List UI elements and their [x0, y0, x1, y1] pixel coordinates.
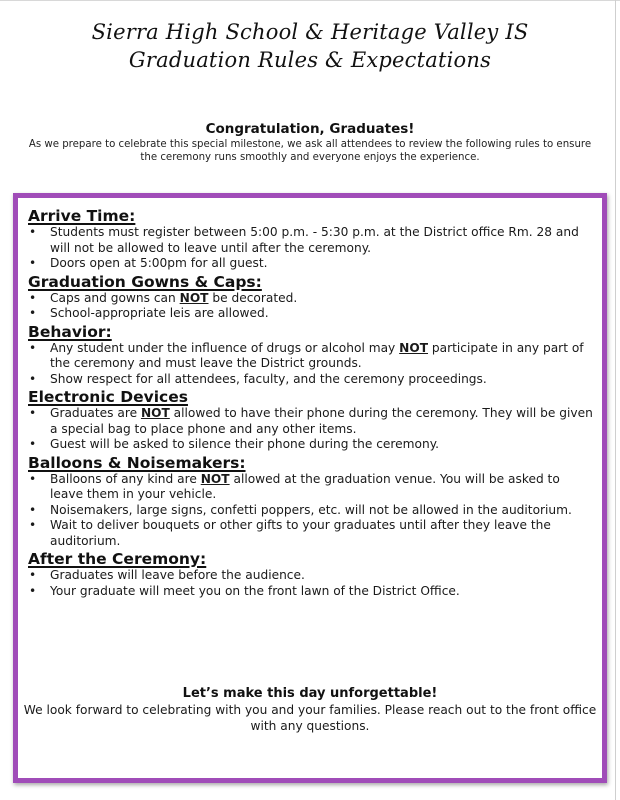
section-heading: Balloons & Noisemakers: — [28, 453, 246, 472]
rule-text: participate in any part of the ceremony and must leave the District grounds. — [50, 340, 584, 370]
rule-text: Guest will be asked to silence their phone during the ceremony. — [50, 437, 440, 451]
rule-text: Balloons of any kind are — [50, 471, 201, 486]
document-title — [0, 18, 620, 74]
rule-list — [28, 472, 594, 550]
rule-list — [28, 568, 594, 599]
rule-item — [28, 291, 594, 307]
bullet-icon: • — [29, 340, 37, 355]
rules-box — [13, 193, 607, 783]
closing-text: We look forward to celebrating with you and your families. Please reach out to the front office with any questions. — [23, 703, 597, 733]
rule-emphasis: NOT — [399, 340, 429, 355]
rule-item — [28, 372, 594, 388]
rule-text: allowed at the graduation venue. You will be asked to leave them in your vehicle. — [50, 471, 560, 501]
bullet-icon: • — [29, 406, 37, 420]
rule-item — [28, 341, 594, 372]
closing-block — [18, 685, 602, 734]
intro-block — [20, 120, 600, 164]
rule-text: Graduates are — [50, 406, 141, 420]
rule-text: School-appropriate leis are allowed. — [50, 306, 269, 320]
rule-item — [28, 472, 594, 503]
section-heading: Behavior: — [28, 322, 112, 341]
bullet-icon: • — [29, 471, 37, 486]
page-edge-top — [0, 0, 620, 1]
bullet-icon: • — [29, 306, 37, 320]
bullet-icon: • — [29, 518, 37, 532]
section-balloons-noisemakers — [28, 454, 594, 550]
section-heading: Arrive Time: — [28, 207, 136, 225]
rule-text: Wait to deliver bouquets or other gifts to your graduates until after they leave the auditorium. — [50, 518, 551, 548]
title-line-subject: Graduation Rules & Expectations — [128, 48, 492, 72]
rule-text: allowed to have their phone during the ceremony. They will be given a special bag to place phone and any other items. — [50, 406, 593, 436]
rule-text: Your graduate will meet you on the front lawn of the District Office. — [50, 583, 460, 598]
bullet-icon: • — [29, 583, 37, 598]
closing-heading: Let’s make this day unforgettable! — [182, 686, 438, 701]
rule-text: Noisemakers, large signs, confetti poppers, etc. will not be allowed in the auditorium. — [50, 502, 572, 517]
bullet-icon: • — [29, 256, 37, 270]
bullet-icon: • — [29, 568, 37, 582]
rule-text: be decorated. — [208, 290, 298, 305]
rule-list — [28, 291, 594, 322]
rule-item — [28, 256, 594, 272]
rule-text: Show respect for all attendees, faculty, and the ceremony proceedings. — [50, 371, 487, 386]
rule-item — [28, 306, 594, 322]
section-heading: After the Ceremony: — [28, 550, 207, 568]
rule-item — [28, 568, 594, 584]
rule-item — [28, 518, 594, 549]
rule-text: Caps and gowns can — [50, 290, 180, 305]
rule-text: Graduates will leave before the audience. — [50, 568, 305, 582]
rule-item — [28, 406, 594, 437]
section-after-ceremony — [28, 550, 594, 599]
rule-text: Any student under the influence of drugs or alcohol may — [50, 340, 400, 355]
bullet-icon: • — [29, 502, 37, 517]
section-behavior — [28, 323, 594, 388]
intro-heading: Congratulation, Graduates! — [205, 121, 415, 137]
bullet-icon: • — [29, 290, 37, 305]
section-electronic-devices — [28, 388, 594, 453]
rule-text: Students must register between 5:00 p.m. - 5:30 p.m. at the District office Rm. 28 and will not be allowed to leave until after the ceremony. — [50, 225, 579, 255]
bullet-icon: • — [29, 437, 37, 451]
rule-list — [28, 341, 594, 388]
title-line-schools: Sierra High School & Heritage Valley IS — [91, 20, 529, 44]
section-arrive-time — [28, 207, 594, 272]
section-heading: Electronic Devices — [28, 388, 188, 406]
intro-text: As we prepare to celebrate this special milestone, we ask all attendees to review the following rules to ensure the ceremony runs smoothly and everyone enjoys the experience. — [28, 139, 592, 163]
rules-content — [28, 206, 594, 599]
rule-item — [28, 437, 594, 453]
section-heading: Graduation Gowns & Caps: — [28, 272, 262, 291]
section-gowns-caps — [28, 273, 594, 322]
rule-item — [28, 225, 594, 256]
rule-emphasis: NOT — [179, 290, 209, 305]
rule-item — [28, 584, 594, 600]
rule-text: Doors open at 5:00pm for all guest. — [50, 256, 268, 270]
rule-list — [28, 406, 594, 453]
bullet-icon: • — [29, 371, 37, 386]
rule-emphasis: NOT — [140, 406, 170, 420]
rule-list — [28, 225, 594, 272]
rule-item — [28, 503, 594, 519]
rule-emphasis: NOT — [200, 471, 230, 486]
page-edge-right — [615, 0, 616, 800]
bullet-icon: • — [29, 225, 37, 239]
